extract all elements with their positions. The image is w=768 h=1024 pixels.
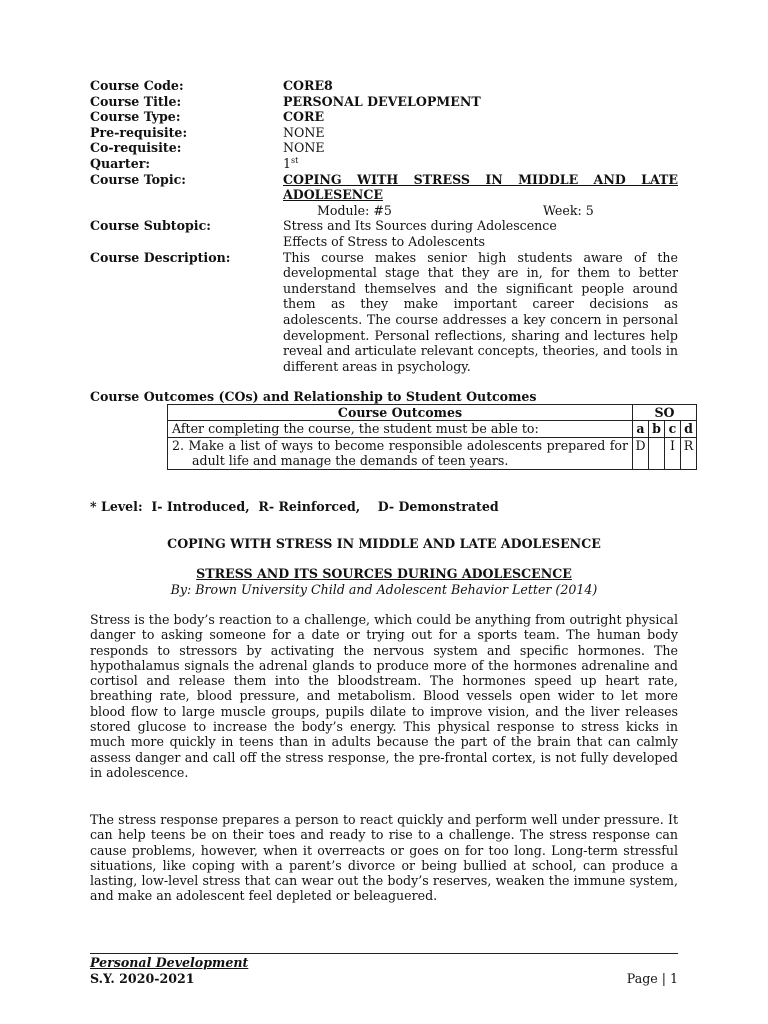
so-letter: a: [633, 421, 649, 437]
outcomes-intro: After completing the course, the student must be able to:: [168, 421, 633, 437]
so-level: R: [681, 437, 697, 469]
course-topic-row: [90, 172, 678, 219]
outcomes-table: [167, 404, 697, 470]
outcomes-header-row: [168, 405, 697, 421]
footer-school-year: S.Y. 2020-2021: [90, 971, 195, 986]
article-main-title: COPING WITH STRESS IN MIDDLE AND LATE ADOLESENCE: [167, 536, 601, 551]
course-topic-text: COPING WITH STRESS IN MIDDLE AND LATE ADOLESENCE: [283, 171, 678, 203]
course-subtopic-row: [90, 218, 678, 249]
so-letter: b: [649, 421, 665, 437]
footer-course-name: Personal Development: [90, 955, 249, 970]
outcome-item-text: [168, 437, 633, 469]
week-number: Week: 5: [543, 202, 594, 218]
so-level: I: [665, 437, 681, 469]
course-code-label: Course Code:: [90, 78, 184, 93]
course-outcomes-header: Course Outcomes: [168, 405, 633, 421]
quarter-row: [90, 156, 678, 172]
article-sub-title: STRESS AND ITS SOURCES DURING ADOLESCENCE: [196, 566, 572, 581]
module-week-line: [283, 203, 678, 219]
course-title-row: [90, 94, 678, 110]
subtopic-line-1: Stress and Its Sources during Adolescence: [283, 218, 557, 234]
course-code-value: CORE8: [283, 78, 333, 93]
subtopic-line-2: Effects of Stress to Adolescents: [283, 233, 485, 249]
course-title-value: PERSONAL DEVELOPMENT: [283, 93, 481, 109]
footer-divider: [90, 953, 678, 954]
course-description-label: Course Description:: [90, 249, 231, 265]
course-topic-value: [283, 172, 678, 219]
so-header: SO: [633, 405, 697, 421]
outcomes-heading: Course Outcomes (COs) and Relationship to Student Outcomes: [90, 389, 537, 404]
outcome-item-body: 2. Make a list of ways to become responsible adolescents prepared for adult life and manage the demands of teen years.: [172, 437, 628, 469]
course-title-label: Course Title:: [90, 93, 182, 109]
quarter-suffix: st: [291, 155, 299, 165]
course-description-row: [90, 250, 678, 375]
corequisite-row: [90, 140, 678, 156]
corequisite-value: NONE: [283, 140, 325, 156]
quarter-value: [283, 156, 678, 172]
article-byline: By: Brown University Child and Adolescent Behavior Letter (2014): [170, 582, 598, 597]
course-code-row: [90, 78, 678, 94]
prerequisite-label: Pre-requisite:: [90, 124, 188, 140]
article-paragraph-2: The stress response prepares a person to react quickly and perform well under pressure. It can help teens be on their toes and ready to rise to a challenge. The stress response can cause problems, however, when it overreacts or goes on for too long. Long-term stressful situations, like coping with a parent’s divorce or being bullied at school, can produce a lasting, low-level stress that can wear out the body’s reserves, weaken the immune system, and make an adolescent feel depleted or beleaguered.: [90, 812, 678, 904]
course-subtopic-value: [283, 218, 678, 249]
so-level: D: [633, 437, 649, 469]
prerequisite-row: [90, 125, 678, 141]
outcome-item-row: [168, 437, 697, 469]
so-letter: d: [681, 421, 697, 437]
footer-page-number: Page | 1: [626, 971, 678, 986]
course-type-row: [90, 109, 678, 125]
course-description-text: This course makes senior high students aware of the developmental stage that they are in, for them to better understand themselves and the significant people around them as they make important career decisions as adolescents. The course addresses a key concern in personal development. Personal reflections, sharing and lectures help reveal and articulate relevant concepts, theories, and tools in different areas in psychology.: [283, 249, 678, 374]
prerequisite-value: NONE: [283, 124, 325, 140]
course-subtopic-label: Course Subtopic:: [90, 218, 211, 234]
quarter-number: 1: [283, 155, 292, 171]
course-topic-label: Course Topic:: [90, 171, 186, 187]
course-type-value: CORE: [283, 109, 325, 125]
outcomes-intro-row: [168, 421, 697, 437]
article-paragraph-1: Stress is the body’s reaction to a challenge, which could be anything from outright physical danger to asking someone for a date or trying out for a sports team. The human body responds to stressors by activating the nervous system and specific hormones. The hypothalamus signals the adrenal glands to produce more of the hormones adrenaline and cortisol and release them into the bloodstream. The hormones speed up heart rate, breathing rate, blood pressure, and metabolism. Blood vessels open wider to let more blood flow to large muscle groups, pupils dilate to improve vision, and the liver releases stored glucose to increase the body’s energy. This physical response to stress kicks in much more quickly in teens than in adults because the part of the brain that can calmly assess danger and call off the stress response, the pre-frontal cortex, is not fully developed in adolescence.: [90, 612, 678, 780]
course-info: [90, 78, 678, 374]
level-legend: * Level: I- Introduced, R- Reinforced, D- Demonstrated: [90, 499, 499, 514]
so-level: [649, 437, 665, 469]
so-letter: c: [665, 421, 681, 437]
corequisite-label: Co-requisite:: [90, 140, 182, 156]
course-type-label: Course Type:: [90, 109, 181, 125]
module-number: Module: #5: [317, 202, 392, 218]
quarter-label: Quarter:: [90, 155, 151, 171]
